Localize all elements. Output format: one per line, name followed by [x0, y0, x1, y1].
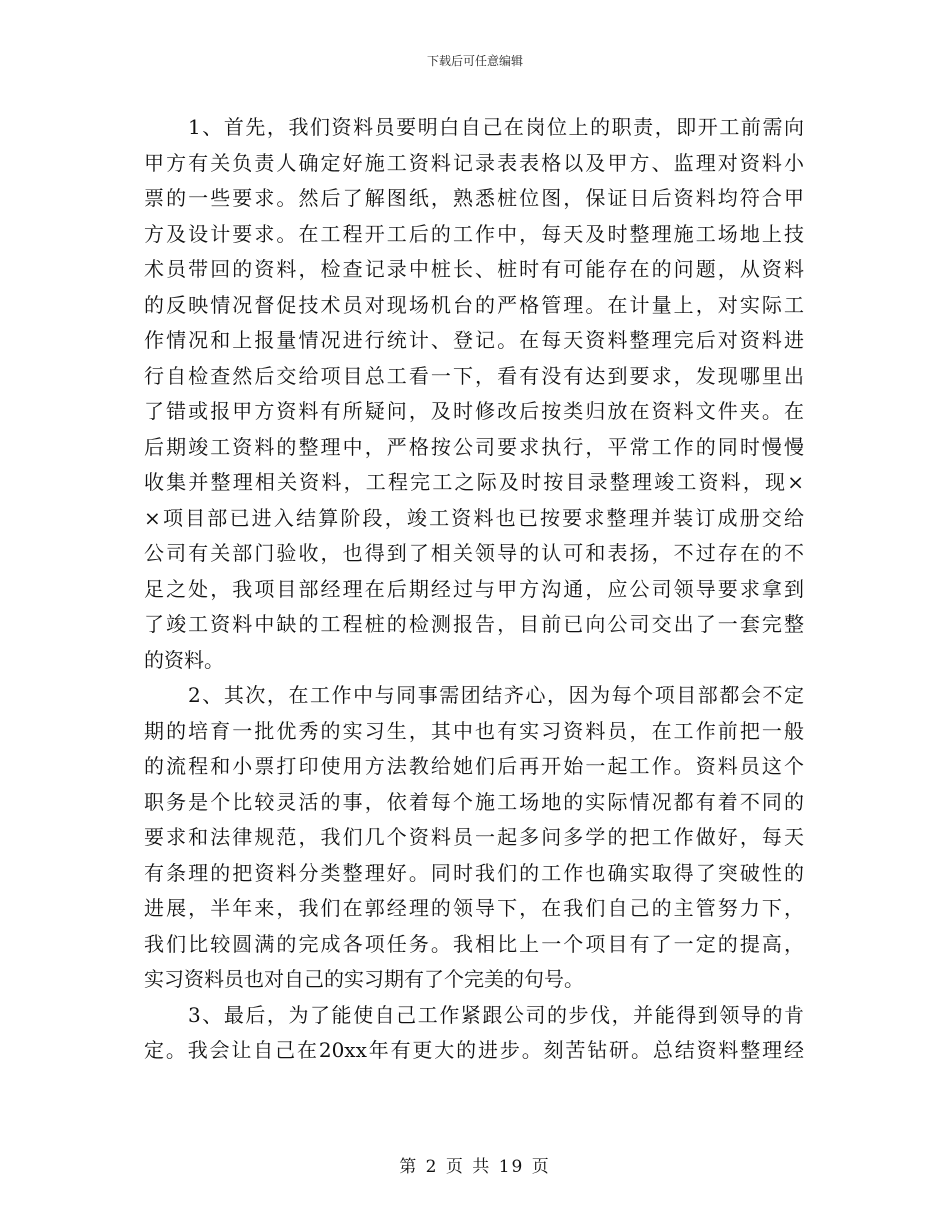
paragraph-line: 了竣工资料中缺的工程桩的检测报告，目前已向公司交出了一套完整: [144, 612, 804, 636]
paragraph-line: 甲方有关负责人确定好施工资料记录表表格以及甲方、监理对资料小: [144, 150, 804, 175]
paragraph-line: 后期竣工资料的整理中，严格按公司要求执行，平常工作的同时慢慢: [144, 434, 804, 459]
paragraph-line: 的资料。: [144, 647, 224, 672]
paragraph-line: 3、最后，为了能使自己工作紧跟公司的步伐，并能得到领导的肯: [188, 1002, 804, 1027]
page-footer: 第 2 页 共 19 页: [399, 1157, 551, 1177]
paragraph-line: 作情况和上报量情况进行统计、登记。在每天资料整理完后对资料进: [144, 328, 804, 352]
paragraph-line: 术员带回的资料，检查记录中桩长、桩时有可能存在的问题，从资料: [144, 257, 804, 281]
paragraph-line: 实习资料员也对自己的实习期有了个完美的句号。: [144, 967, 584, 991]
paragraph-line: 要求和法律规范，我们几个资料员一起多问多学的把工作做好，每天: [144, 825, 804, 849]
paragraph-line: 的流程和小票打印使用方法教给她们后再开始一起工作。资料员这个: [144, 754, 804, 778]
paragraph-line: 职务是个比较灵活的事，依着每个施工场地的实际情况都有着不同的: [144, 789, 804, 814]
paragraph-line: 方及设计要求。在工程开工后的工作中，每天及时整理施工场地上技: [144, 221, 804, 246]
paragraph-2: [144, 678, 804, 998]
paragraph-line: 我们比较圆满的完成各项任务。我相比上一个项目有了一定的提高，: [144, 931, 804, 956]
paragraph-line: 行自检查然后交给项目总工看一下，看有没有达到要求，发现哪里出: [144, 363, 804, 388]
paragraph-line: 了错或报甲方资料有所疑问，及时修改后按类归放在资料文件夹。在: [144, 399, 804, 423]
paragraph-line: 公司有关部门验收，也得到了相关领导的认可和表扬，不过存在的不: [144, 541, 804, 565]
paragraph-line: 期的培育一批优秀的实习生，其中也有实习资料员，在工作前把一般: [144, 718, 804, 743]
paragraph-line: 定。我会让自己在20xx年有更大的进步。刻苦钻研。总结资料整理经: [144, 1038, 804, 1062]
paragraph-line: 收集并整理相关资料，工程完工之际及时按目录整理竣工资料，现×: [144, 470, 804, 494]
document-body: [144, 110, 804, 1069]
paragraph-line: ×项目部已进入结算阶段，竣工资料也已按要求整理并装订成册交给: [144, 505, 804, 530]
paragraph-line: 1、首先，我们资料员要明白自己在岗位上的职责，即开工前需向: [188, 115, 804, 139]
paragraph-line: 票的一些要求。然后了解图纸，熟悉桩位图，保证日后资料均符合甲: [144, 186, 804, 210]
paragraph-line: 有条理的把资料分类整理好。同时我们的工作也确实取得了突破性的: [144, 860, 804, 885]
page-header: 下载后可任意编辑: [426, 54, 523, 68]
paragraph-3: [144, 998, 804, 1069]
paragraph-line: 足之处，我项目部经理在后期经过与甲方沟通，应公司领导要求拿到: [144, 576, 804, 601]
paragraph-1: [144, 110, 804, 678]
paragraph-line: 2、其次，在工作中与同事需团结齐心，因为每个项目部都会不定: [188, 683, 804, 707]
paragraph-line: 的反映情况督促技术员对现场机台的严格管理。在计量上，对实际工: [144, 292, 804, 317]
paragraph-line: 进展，半年来，我们在郭经理的领导下，在我们自己的主管努力下，: [144, 896, 804, 920]
